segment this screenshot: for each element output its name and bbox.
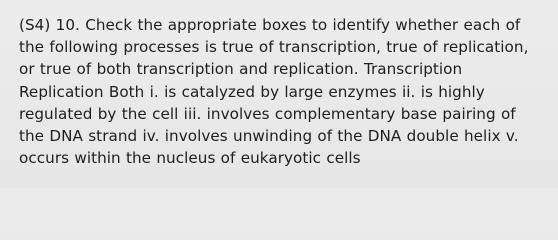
question-text: (S4) 10. Check the appropriate boxes to identify whether each of the following processes is true of transcription, true of replication, or true of both transcription and replication. Transcription Replication Both i. is catalyzed by large enzymes ii. is highly regulated by the cell iii. involves complementary base pairing of the DNA strand iv. involves unwinding of the DNA double helix v. occurs within the nucleus of eukaryotic cells [19,16,529,168]
